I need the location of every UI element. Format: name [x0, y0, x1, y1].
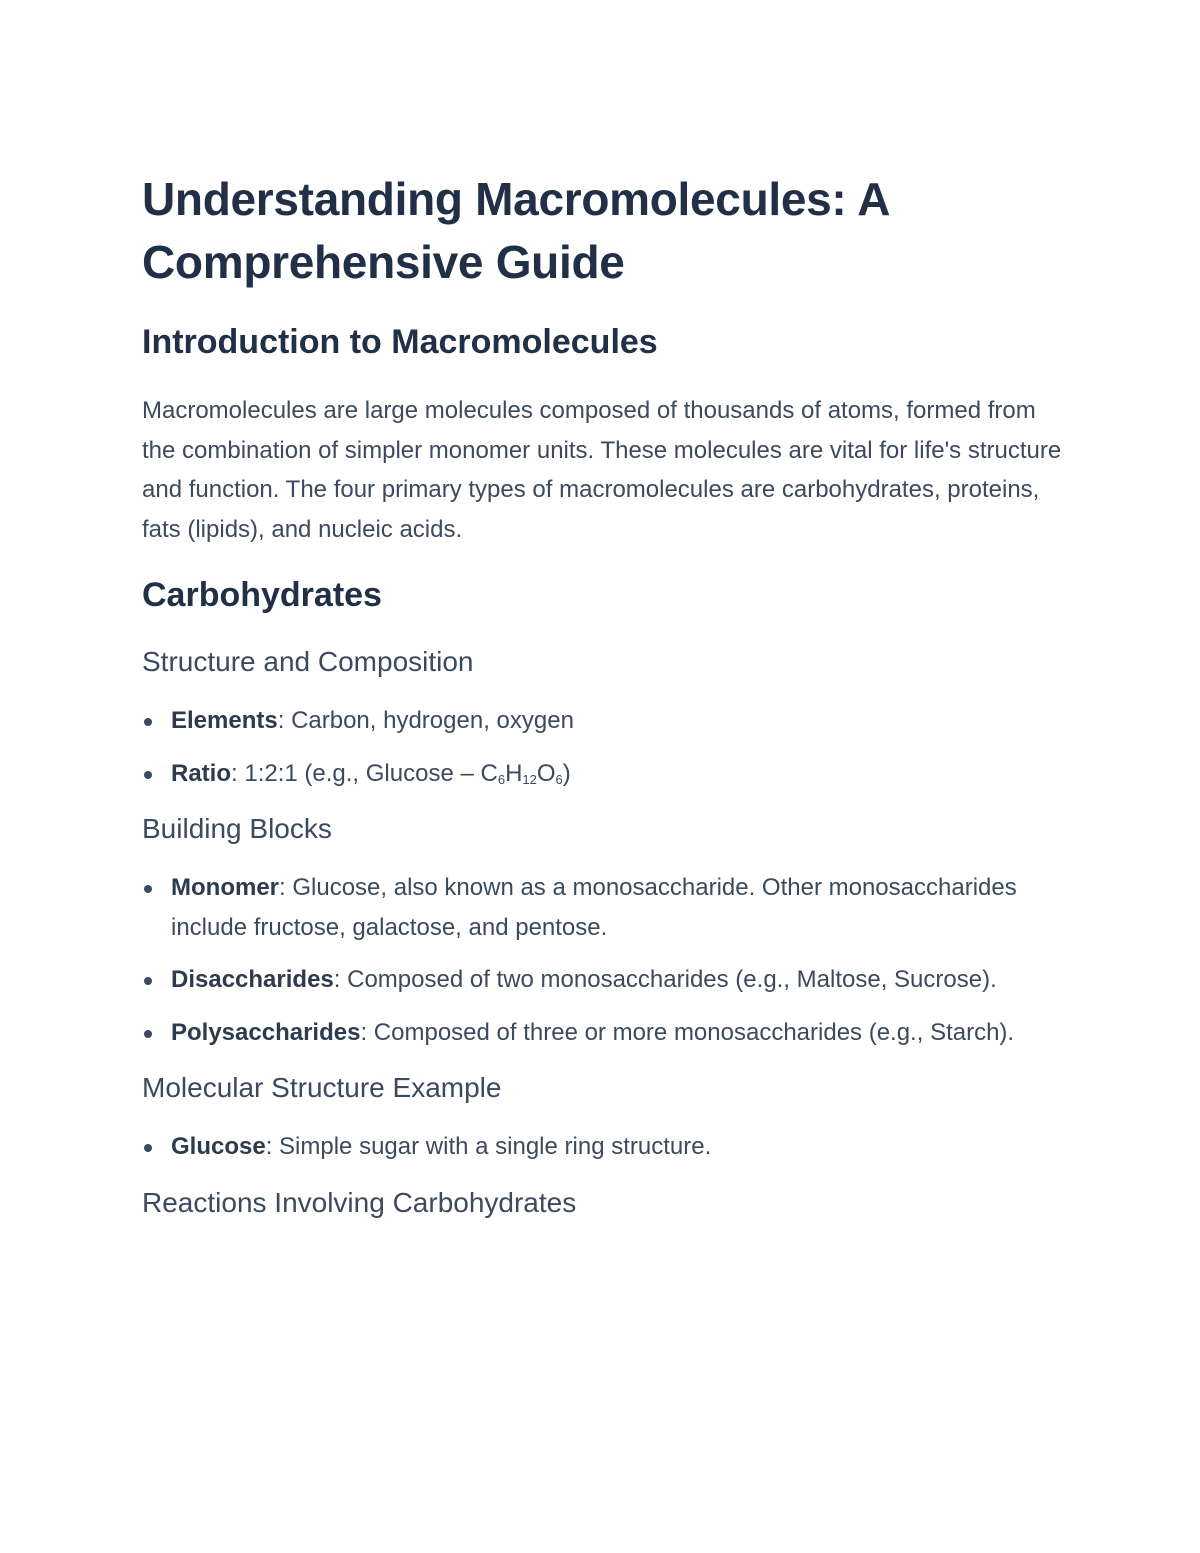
list-item-text: Composed of two monosaccharides (e.g., Maltose, Sucrose). [347, 966, 997, 993]
list-item: Polysaccharides: Composed of three or more monosaccharides (e.g., Starch). [142, 1013, 1062, 1053]
list-item-label: Polysaccharides [171, 1018, 361, 1046]
subheading-molecular-structure-example: Molecular Structure Example [142, 1072, 502, 1103]
intro-paragraph: Macromolecules are large molecules composed of thousands of atoms, formed from the combination of simpler monomer units. These molecules are vital for life's structure and function. The four primary types of macromolecules are carbohydrates, proteins, fats (lipids), and nucleic acids. [142, 397, 1062, 543]
list-item-text: Simple sugar with a single ring structure. [279, 1133, 712, 1160]
list-item: Disaccharides: Composed of two monosaccharides (e.g., Maltose, Sucrose). [142, 960, 1062, 1000]
list-item-label: Glucose [171, 1133, 266, 1160]
list-item-label: Elements [171, 707, 278, 734]
molecular-example-list [142, 1127, 1062, 1167]
page-title: Understanding Macromolecules: A Comprehensive Guide [142, 173, 889, 288]
list-item-text: Carbon, hydrogen, oxygen [291, 707, 574, 734]
document-page [142, 168, 1062, 1221]
list-item-text: Composed of three or more monosaccharides (e.g., Starch). [373, 1018, 1015, 1046]
list-item-text: Glucose, also known as a monosaccharide. Other monosaccharides include fructose, galactose, and pentose. [171, 874, 1017, 941]
section-heading-carbohydrates: Carbohydrates [142, 576, 382, 614]
section-heading-introduction: Introduction to Macromolecules [142, 323, 658, 361]
list-item: Elements: Carbon, hydrogen, oxygen [142, 701, 1062, 741]
subheading-building-blocks: Building Blocks [142, 813, 332, 844]
list-item-label: Ratio [171, 759, 231, 787]
list-item: Ratio: 1:2:1 (e.g., Glucose – $C_6H_{12}O_6$) [142, 754, 1062, 794]
list-item: Monomer: Glucose, also known as a monosaccharide. Other monosaccharides include fructose, galactose, and pentose. [142, 868, 1062, 947]
subheading-reactions: Reactions Involving Carbohydrates [142, 1186, 577, 1218]
list-item: Glucose: Simple sugar with a single ring structure. [142, 1127, 1062, 1167]
ratio-value: 1:2:1 (e.g., Glucose – $C_6H_{12}O_6$) [244, 759, 571, 787]
structure-list [142, 701, 1062, 793]
list-item-label: Disaccharides [171, 966, 334, 993]
subheading-structure-composition: Structure and Composition [142, 646, 474, 677]
building-blocks-list [142, 868, 1062, 1052]
list-item-label: Monomer [171, 874, 279, 901]
